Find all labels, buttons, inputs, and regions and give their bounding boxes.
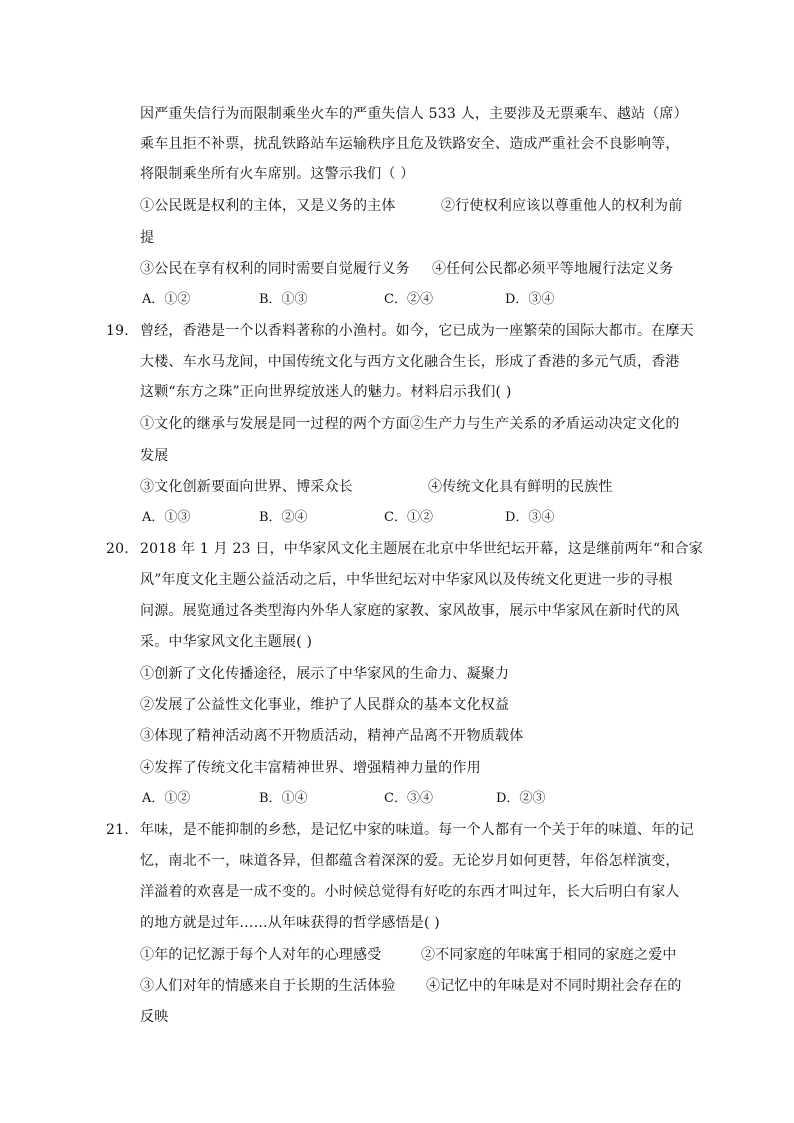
q19-item-1-2: ①文化的继承与发展是同一过程的两个方面②生产力与生产关系的矛盾运动决定文化的 bbox=[140, 416, 680, 432]
q18-line-1: 因严重失信行为而限制乘坐火车的严重失信人 533 人，主要涉及无票乘车、越站（席） bbox=[140, 106, 688, 122]
q21-number: 21. bbox=[106, 822, 129, 838]
q18-option-c: C．②④ bbox=[384, 292, 433, 307]
q20-line-2: 风”年度文化主题公益活动之后，中华世纪坛对中华家风以及传统文化更进一步的寻根 bbox=[140, 572, 673, 588]
q20-option-b: B．①④ bbox=[259, 791, 308, 806]
q20-option-c: C．③④ bbox=[384, 791, 433, 806]
q19-option-d: D．③④ bbox=[505, 510, 555, 525]
q20-line-4: 采。中华家风文化主题展( ) bbox=[140, 634, 313, 650]
q20-line-1: 2018 年 1 月 23 日，中华家风文化主题展在北京中华世纪坛开幕，这是继前两年“和合家 bbox=[140, 541, 703, 557]
q20-option-a: A．①② bbox=[142, 791, 191, 806]
q19-line-2: 大楼、车水马龙间，中国传统文化与西方文化融合生长，形成了香港的多元气质，香港 bbox=[140, 354, 680, 370]
q18-option-b: B．①③ bbox=[259, 292, 308, 307]
q19-item-2-cont: 发展 bbox=[140, 448, 169, 464]
q19-item-4: ④传统文化具有鲜明的民族性 bbox=[428, 479, 613, 495]
q19-line-3: 这颗“东方之珠”正向世界绽放迷人的魅力。材料启示我们( ) bbox=[140, 384, 512, 400]
q18-line-3: 将限制乘坐所有火车席别。这警示我们（ ） bbox=[140, 166, 415, 182]
q19-number: 19. bbox=[106, 323, 129, 339]
q18-option-d: D．③④ bbox=[505, 292, 555, 307]
q18-option-a: A．①② bbox=[142, 292, 191, 307]
q20-line-3: 问源。展览通过各类型海内外华人家庭的家教、家风故事，展示中华家风在新时代的风 bbox=[140, 603, 680, 619]
q21-item-4: ④记忆中的年味是对不同时期社会存在的 bbox=[426, 978, 682, 994]
q19-option-a: A．①③ bbox=[142, 510, 191, 525]
q21-item-4-cont: 反映 bbox=[140, 1009, 169, 1025]
q18-item-1: ①公民既是权利的主体，又是义务的主体 bbox=[140, 198, 396, 214]
q21-item-3: ③人们对年的情感来自于长期的生活体验 bbox=[140, 978, 396, 994]
q18-item-2-cont: 提 bbox=[140, 230, 155, 246]
q21-line-4: 的地方就是过年……从年味获得的哲学感悟是( ) bbox=[140, 915, 440, 931]
q20-item-1: ①创新了文化传播途径，展示了中华家风的生命力、凝聚力 bbox=[140, 666, 510, 682]
q19-option-b: B．②④ bbox=[259, 510, 308, 525]
q20-item-2: ②发展了公益性文化事业，维护了人民群众的基本文化权益 bbox=[140, 697, 510, 713]
q18-item-2: ②行使权利应该以尊重他人的权利为前 bbox=[441, 198, 683, 214]
q20-option-d: D．②③ bbox=[496, 791, 546, 806]
q21-line-2: 忆，南北不一，味道各异，但都蕴含着深深的爱。无论岁月如何更替，年俗怎样演变， bbox=[140, 853, 680, 869]
q19-item-3: ③文化创新要面向世界、博采众长 bbox=[140, 479, 353, 495]
q21-line-3: 洋溢着的欢喜是一成不变的。小时候总觉得有好吃的东西才叫过年，长大后明白有家人 bbox=[140, 884, 680, 900]
q20-item-3: ③体现了精神活动离不开物质活动，精神产品离不开物质载体 bbox=[140, 728, 524, 744]
q18-line-2: 乘车且拒不补票，扰乱铁路站车运输秩序且危及铁路安全、造成严重社会不良影响等， bbox=[140, 136, 680, 152]
q21-line-1: 年味，是不能抑制的乡愁，是记忆中家的味道。每一个人都有一个关于年的味道、年的记 bbox=[140, 822, 694, 838]
q19-line-1: 曾经，香港是一个以香料著称的小渔村。如今，它已成为一座繁荣的国际大都市。在摩天 bbox=[140, 323, 694, 339]
q18-item-4: ④任何公民都必须平等地履行法定义务 bbox=[432, 261, 674, 277]
q21-item-1: ①年的记忆源于每个人对年的心理感受 bbox=[140, 947, 382, 963]
q19-option-c: C．①② bbox=[384, 510, 433, 525]
q20-item-4: ④发挥了传统文化丰富精神世界、增强精神力量的作用 bbox=[140, 760, 481, 776]
q21-item-2: ②不同家庭的年味寓于相同的家庭之爱中 bbox=[421, 947, 677, 963]
q18-item-3: ③公民在享有权利的同时需要自觉履行义务 bbox=[140, 261, 410, 277]
q20-number: 20. bbox=[106, 541, 129, 557]
